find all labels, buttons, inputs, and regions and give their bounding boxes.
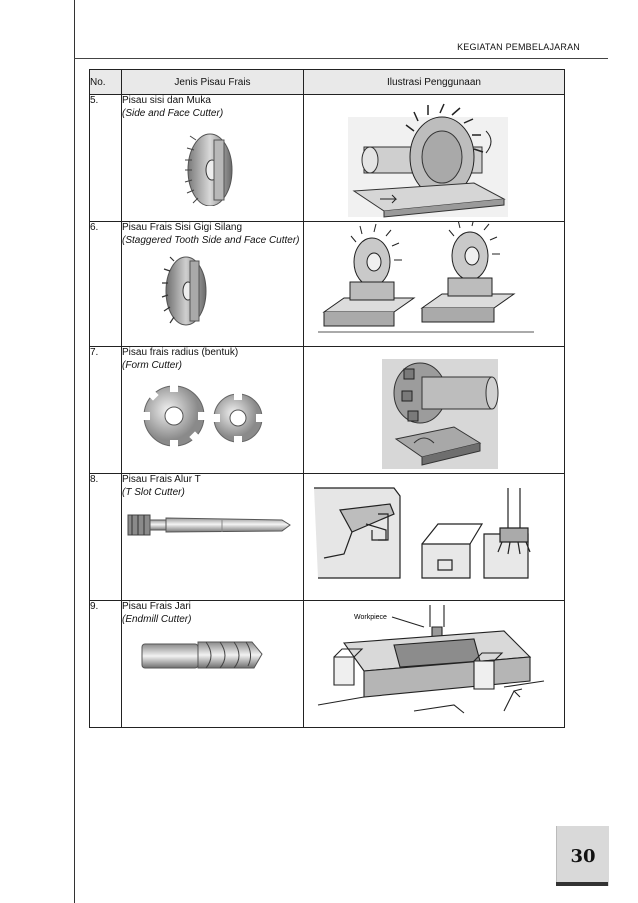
- column-header-ilustrasi: Ilustrasi Penggunaan: [304, 70, 565, 95]
- endmill-cutter-usage-illustration: [304, 601, 565, 727]
- cutter-name: Pisau Frais Jari: [122, 601, 191, 612]
- row-number: 9.: [90, 601, 122, 728]
- cutter-name-en: (Staggered Tooth Side and Face Cutter): [122, 234, 300, 246]
- cutter-name: Pisau frais radius (bentuk): [122, 347, 239, 358]
- cutter-type-cell: [122, 601, 304, 728]
- staggered-tooth-usage-illustration: [304, 222, 565, 346]
- table-row: [90, 95, 565, 222]
- table-row: [90, 347, 565, 474]
- side-face-cutter-usage-illustration: [304, 95, 565, 221]
- t-slot-cutter-usage-illustration: [304, 474, 565, 600]
- t-slot-cutter-image: [122, 505, 292, 545]
- cutter-name-en: (Side and Face Cutter): [122, 107, 224, 119]
- side-face-cutter-image: [122, 126, 292, 206]
- cutter-type-cell: [122, 222, 304, 347]
- cutter-table: [89, 69, 565, 728]
- table-row: [90, 222, 565, 347]
- cutter-name-en: (Form Cutter): [122, 359, 182, 371]
- table-header-row: [90, 70, 565, 95]
- cutter-name: Pisau Frais Sisi Gigi Silang: [122, 222, 243, 233]
- row-number: 5.: [90, 95, 122, 222]
- cutter-type-cell: [122, 95, 304, 222]
- form-cutter-usage-illustration: [304, 347, 565, 473]
- row-number: 6.: [90, 222, 122, 347]
- column-header-jenis: Jenis Pisau Frais: [122, 70, 304, 95]
- header-rule: [74, 58, 608, 59]
- endmill-cutter-image: [122, 632, 292, 678]
- table-row: [90, 474, 565, 601]
- illustration-cell: [304, 347, 565, 474]
- row-number: 8.: [90, 474, 122, 601]
- illustration-cell: [304, 95, 565, 222]
- cutter-name-en: (Endmill Cutter): [122, 613, 192, 625]
- illustration-cell: [304, 601, 565, 728]
- page-number-underline: [556, 882, 608, 886]
- cutter-type-cell: [122, 474, 304, 601]
- cutter-name: Pisau Frais Alur T: [122, 474, 201, 485]
- staggered-tooth-cutter-image: [122, 253, 292, 329]
- column-header-no: No.: [90, 70, 122, 95]
- workpiece-label: Workpiece: [354, 614, 387, 621]
- margin-line: [74, 0, 75, 903]
- section-header: KEGIATAN PEMBELAJARAN: [457, 42, 580, 52]
- form-cutter-image: [122, 378, 292, 454]
- cutter-name: Pisau sisi dan Muka: [122, 95, 211, 106]
- illustration-cell: [304, 222, 565, 347]
- cutter-type-cell: [122, 347, 304, 474]
- row-number: 7.: [90, 347, 122, 474]
- cutter-name-en: (T Slot Cutter): [122, 486, 185, 498]
- page-number-box: [556, 826, 609, 886]
- page-number: 30: [570, 846, 596, 867]
- illustration-cell: [304, 474, 565, 601]
- table-row: [90, 601, 565, 728]
